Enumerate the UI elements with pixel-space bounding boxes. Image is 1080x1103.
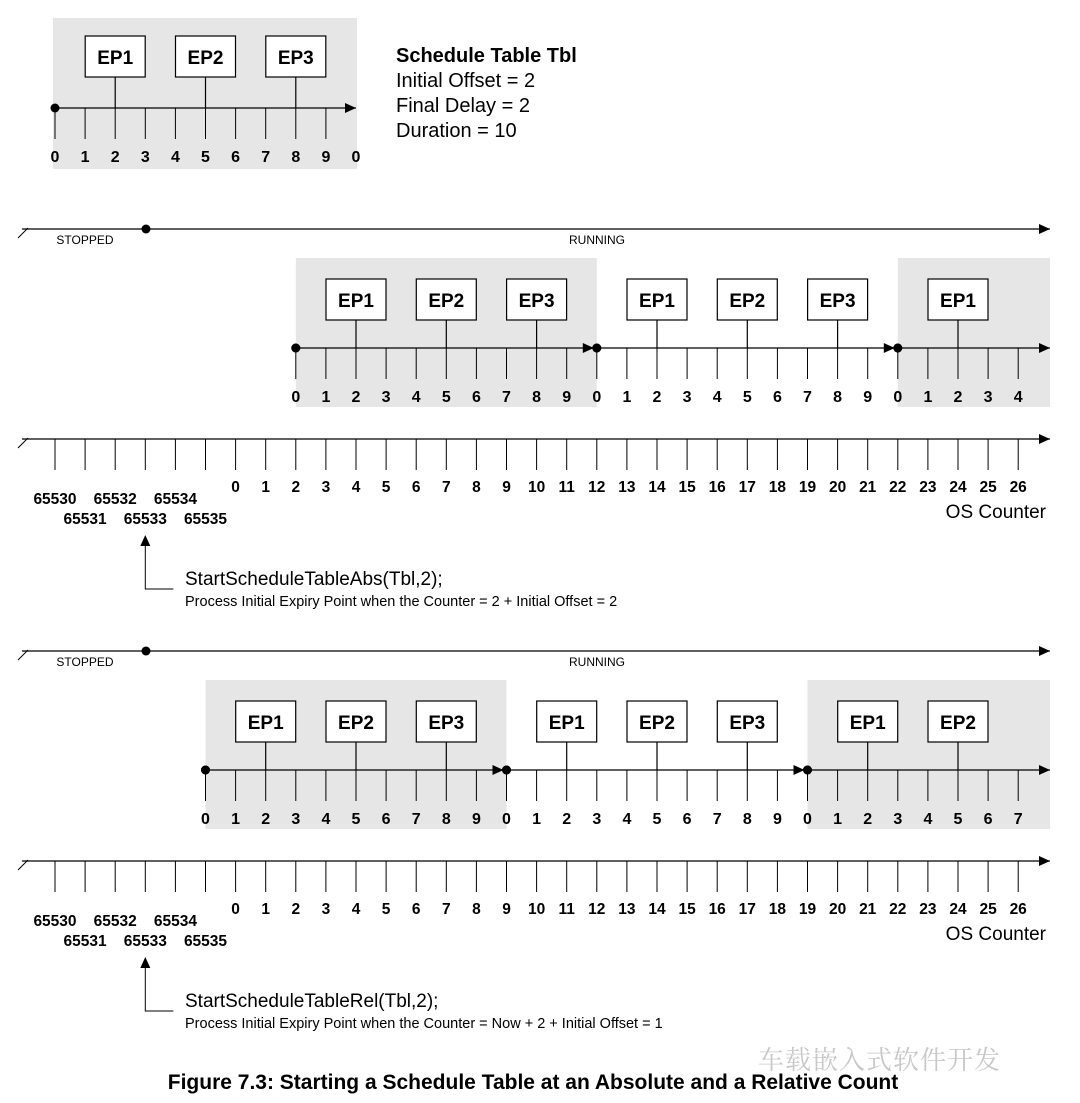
scenario1-iteration-start-dot xyxy=(592,344,601,353)
template-ep-box-label: EP3 xyxy=(277,48,314,69)
scenario2-counter-value: 21 xyxy=(859,901,877,918)
scenario1-counter-value: 26 xyxy=(1009,479,1027,496)
schedule-table-legend xyxy=(396,44,577,144)
scenario1-counter-value: 14 xyxy=(648,479,666,496)
scenario1-offset-label: 3 xyxy=(682,389,692,406)
scenario1-offset-label: 2 xyxy=(953,389,963,406)
rel-start-note: Process Initial Expiry Point when the Counter = Now + 2 + Initial Offset = 1 xyxy=(185,1016,663,1032)
scenario2-counter-arrow xyxy=(1039,856,1050,866)
scenario2-offset-label: 4 xyxy=(923,811,933,828)
scenario2-offset-label: 7 xyxy=(1013,811,1023,828)
scenario2-counter-value: 10 xyxy=(527,901,546,918)
scenario1-counter-value: 12 xyxy=(588,479,606,496)
scenario2-offset-label: 9 xyxy=(772,811,782,828)
scenario2-counter-value: 8 xyxy=(472,901,481,918)
scenario2-counter-value: 11 xyxy=(558,901,575,918)
scenario2-running-label: RUNNING xyxy=(569,655,625,669)
scenario2-offset-label: 6 xyxy=(682,811,692,828)
scenario2-iteration-start-dot xyxy=(803,766,812,775)
scenario2-offset-label: 3 xyxy=(592,811,602,828)
scenario1-offset-label: 6 xyxy=(471,389,481,406)
scenario1-counter-value: 13 xyxy=(618,479,636,496)
scenario2-offset-label: 2 xyxy=(562,811,572,828)
scenario1-counter-value: 4 xyxy=(351,479,361,496)
scenario2-ep-box-label: EP3 xyxy=(729,713,766,734)
scenario1-counter-value: 18 xyxy=(768,479,787,496)
scenario1-offset-label: 7 xyxy=(502,389,511,406)
scenario1-offset-label: 0 xyxy=(893,389,903,406)
scenario2-counter-value: 19 xyxy=(798,901,817,918)
scenario1-counter-value: 16 xyxy=(708,479,726,496)
template-ep-box-label: EP1 xyxy=(97,48,134,69)
template-offset-label: 9 xyxy=(321,149,331,166)
scenario2-stopped-label: STOPPED xyxy=(56,655,114,669)
scenario2-offset-label: 0 xyxy=(201,811,210,828)
scenario2-counter-value: 5 xyxy=(381,901,391,918)
scenario2-offset-label: 1 xyxy=(231,811,241,828)
scenario1-offset-label: 8 xyxy=(532,389,542,406)
scenario2-offset-label: 0 xyxy=(803,811,812,828)
scenario2-counter-value: 12 xyxy=(588,901,606,918)
scenario2-counter-value: 18 xyxy=(768,901,787,918)
scenario2-counter-value: 4 xyxy=(351,901,361,918)
scenario1-ep-box-label: EP3 xyxy=(819,291,856,312)
scenario2-counter-value: 23 xyxy=(919,901,937,918)
scenario2-offset-label: 3 xyxy=(893,811,903,828)
scenario1-counter-value: 15 xyxy=(678,479,696,496)
scenario1-offset-label: 7 xyxy=(803,389,812,406)
scenario1-offset-label: 1 xyxy=(923,389,933,406)
scenario2-offset-label: 9 xyxy=(471,811,481,828)
scenario1-ep-box-label: EP1 xyxy=(338,291,374,312)
template-offset-label: 7 xyxy=(261,149,271,166)
scenario1-iteration-start-dot xyxy=(291,344,300,353)
scenario1-state-arrow xyxy=(1039,224,1050,234)
scenario1-counter-value: 11 xyxy=(558,479,575,496)
scenario2-counter-value: 9 xyxy=(502,901,511,918)
scenario1-offset-label: 3 xyxy=(983,389,993,406)
scenario1-counter-value: 7 xyxy=(441,479,451,496)
scenario1-counter-value: 65532 xyxy=(93,491,137,508)
scenario2-counter-value: 20 xyxy=(828,901,847,918)
scenario1-ep-box-label: EP2 xyxy=(729,291,766,312)
scenario1-counter-value: 24 xyxy=(949,479,967,496)
scenario2-offset-label: 7 xyxy=(712,811,722,828)
scenario2-counter-value: 65533 xyxy=(123,933,167,950)
scenario2-counter-value: 65534 xyxy=(153,913,197,930)
scenario2-offset-label: 1 xyxy=(833,811,843,828)
scenario2-ep-box-label: EP3 xyxy=(428,713,465,734)
scenario2-offset-label: 2 xyxy=(863,811,873,828)
scenario2-ep-box-label: EP1 xyxy=(548,713,585,734)
scenario1-os-counter-label: OS Counter xyxy=(945,502,1046,523)
scenario2-counter-value: 3 xyxy=(321,901,331,918)
scenario1-counter-value: 21 xyxy=(859,479,877,496)
scenario1-counter-value: 10 xyxy=(527,479,546,496)
template-offset-label: 2 xyxy=(110,149,120,166)
scenario1-iteration-start-dot xyxy=(893,344,902,353)
scenario2-offset-label: 6 xyxy=(983,811,993,828)
scenario1-offset-label: 5 xyxy=(742,389,752,406)
scenario2-offset-label: 3 xyxy=(291,811,301,828)
scenario1-counter-value: 0 xyxy=(231,479,240,496)
scenario2-offset-label: 8 xyxy=(742,811,752,828)
scenario1-counter-value: 20 xyxy=(828,479,847,496)
scenario1-offset-label: 0 xyxy=(592,389,602,406)
template-offset-label: 0 xyxy=(50,149,60,166)
scenario2-counter-value: 6 xyxy=(411,901,421,918)
scenario1-counter-value: 2 xyxy=(291,479,301,496)
scenario2-offset-label: 5 xyxy=(351,811,361,828)
scenario2-offset-label: 8 xyxy=(441,811,451,828)
legend-initial-offset: Initial Offset = 2 xyxy=(396,70,536,92)
template-offset-label: 3 xyxy=(140,149,150,166)
scenario1-ep-box-label: EP1 xyxy=(940,291,976,312)
scenario1-offset-label: 8 xyxy=(833,389,843,406)
scenario1-counter-value: 6 xyxy=(411,479,421,496)
scenario1-ep-box-label: EP3 xyxy=(518,291,555,312)
scenario1-counter-value: 5 xyxy=(381,479,391,496)
template-offset-label: 5 xyxy=(201,149,210,166)
scenario1-call-pointer-arrow xyxy=(140,535,150,546)
scenario2-offset-label: 7 xyxy=(411,811,421,828)
scenario2-counter-value: 25 xyxy=(979,901,997,918)
scenario1-offset-label: 1 xyxy=(622,389,632,406)
scenario2-ep-box-label: EP2 xyxy=(639,713,675,734)
scenario2-counter-value: 65531 xyxy=(63,933,107,950)
scenario1-counter-value: 22 xyxy=(889,479,907,496)
scenario1-counter-value: 65534 xyxy=(153,491,197,508)
scenario2-offset-label: 5 xyxy=(953,811,963,828)
abs-start-note: Process Initial Expiry Point when the Counter = 2 + Initial Offset = 2 xyxy=(185,594,618,610)
scenario2-ep-box-label: EP2 xyxy=(338,713,374,734)
scenario1-counter-value: 9 xyxy=(502,479,511,496)
template-offset-label: 0 xyxy=(351,149,361,166)
rel-start-call: StartScheduleTableRel(Tbl,2); xyxy=(185,991,439,1012)
scenario1-offset-label: 4 xyxy=(411,389,421,406)
abs-start-call: StartScheduleTableAbs(Tbl,2); xyxy=(185,569,443,590)
legend-final-delay: Final Delay = 2 xyxy=(396,95,530,117)
scenario1-counter-value: 65531 xyxy=(63,511,107,528)
template-offset-label: 6 xyxy=(231,149,241,166)
scenario2-os-counter-label: OS Counter xyxy=(945,924,1046,945)
scenario2-counter-value: 1 xyxy=(261,901,271,918)
scenario1-offset-label: 4 xyxy=(1013,389,1023,406)
scenario1-counter-value: 19 xyxy=(798,479,817,496)
scenario1-offset-label: 4 xyxy=(712,389,722,406)
template-offset-label: 8 xyxy=(291,149,301,166)
scenario2-call-pointer-arrow xyxy=(140,957,150,968)
scenario1-counter-value: 3 xyxy=(321,479,331,496)
scenario2-offset-label: 6 xyxy=(381,811,391,828)
scenario2-call-pointer xyxy=(145,967,173,1011)
figure-caption: Figure 7.3: Starting a Schedule Table at an Absolute and a Relative Count xyxy=(167,1071,899,1094)
template-ep-box-label: EP2 xyxy=(187,48,224,69)
scenario1-offset-label: 9 xyxy=(863,389,873,406)
scenario2-counter-value: 13 xyxy=(618,901,636,918)
scenario2-offset-label: 0 xyxy=(502,811,511,828)
scenario1-counter-value: 17 xyxy=(738,479,756,496)
scenario2-ep-box-label: EP1 xyxy=(247,713,284,734)
watermark: 车载嵌入式软件开发 xyxy=(758,1045,1002,1075)
scenario1-offset-label: 6 xyxy=(772,389,782,406)
legend-duration: Duration = 10 xyxy=(396,120,517,142)
scenario2-offset-label: 4 xyxy=(321,811,331,828)
scenario2-run-dot xyxy=(142,647,151,656)
scenario2-counter-value: 0 xyxy=(231,901,240,918)
scenario2-counter-value: 24 xyxy=(949,901,967,918)
scenario2-counter-value: 26 xyxy=(1009,901,1027,918)
scenario2-counter-value: 16 xyxy=(708,901,726,918)
scenario1-ep-box-label: EP1 xyxy=(639,291,675,312)
scenario1-counter-value: 1 xyxy=(261,479,271,496)
scenario1-counter-value: 23 xyxy=(919,479,937,496)
scenario2-counter-value: 15 xyxy=(678,901,696,918)
scenario2-state-arrow xyxy=(1039,646,1050,656)
template-offset-label: 4 xyxy=(170,149,180,166)
scenario1-counter-value: 25 xyxy=(979,479,997,496)
scenario2-offset-label: 5 xyxy=(652,811,662,828)
scenario1-call-pointer xyxy=(145,545,173,589)
scenario1-offset-label: 2 xyxy=(351,389,361,406)
scenario1-offset-label: 9 xyxy=(562,389,572,406)
scenario2-counter-value: 65532 xyxy=(93,913,137,930)
template-offset-label: 1 xyxy=(80,149,90,166)
scenario2-counter-value: 65530 xyxy=(33,913,77,930)
scenario1-offset-label: 3 xyxy=(381,389,391,406)
scenario2-counter-value: 14 xyxy=(648,901,666,918)
scenario1-stopped-label: STOPPED xyxy=(56,233,114,247)
scenario2-counter-value: 2 xyxy=(291,901,301,918)
scenario2-counter-value: 7 xyxy=(441,901,451,918)
scenario1-offset-label: 1 xyxy=(321,389,331,406)
scenario2-counter-value: 22 xyxy=(889,901,907,918)
scenario2-ep-box-label: EP2 xyxy=(940,713,976,734)
scenario1-offset-label: 0 xyxy=(291,389,301,406)
scenario1-offset-label: 2 xyxy=(652,389,662,406)
scenario1-run-dot xyxy=(142,225,151,234)
scenario2-counter-value: 17 xyxy=(738,901,756,918)
scenario2-offset-label: 4 xyxy=(622,811,632,828)
scenario2-iteration-start-dot xyxy=(201,766,210,775)
scenario1-counter-value: 65535 xyxy=(183,511,228,528)
scenario2-ep-box-label: EP1 xyxy=(849,713,886,734)
scenario1-counter-arrow xyxy=(1039,434,1050,444)
scenario2-offset-label: 2 xyxy=(261,811,271,828)
scenario1-offset-label: 5 xyxy=(441,389,451,406)
scenario1-counter-value: 65530 xyxy=(33,491,77,508)
scenario2-offset-label: 1 xyxy=(532,811,542,828)
scenario1-running-label: RUNNING xyxy=(569,233,625,247)
scenario2-counter-value: 65535 xyxy=(183,933,228,950)
legend-title: Schedule Table Tbl xyxy=(396,45,577,67)
scenario2-iteration-start-dot xyxy=(502,766,511,775)
scenario1-counter-value: 8 xyxy=(472,479,481,496)
scenario1-ep-box-label: EP2 xyxy=(428,291,465,312)
scenario1-counter-value: 65533 xyxy=(123,511,167,528)
